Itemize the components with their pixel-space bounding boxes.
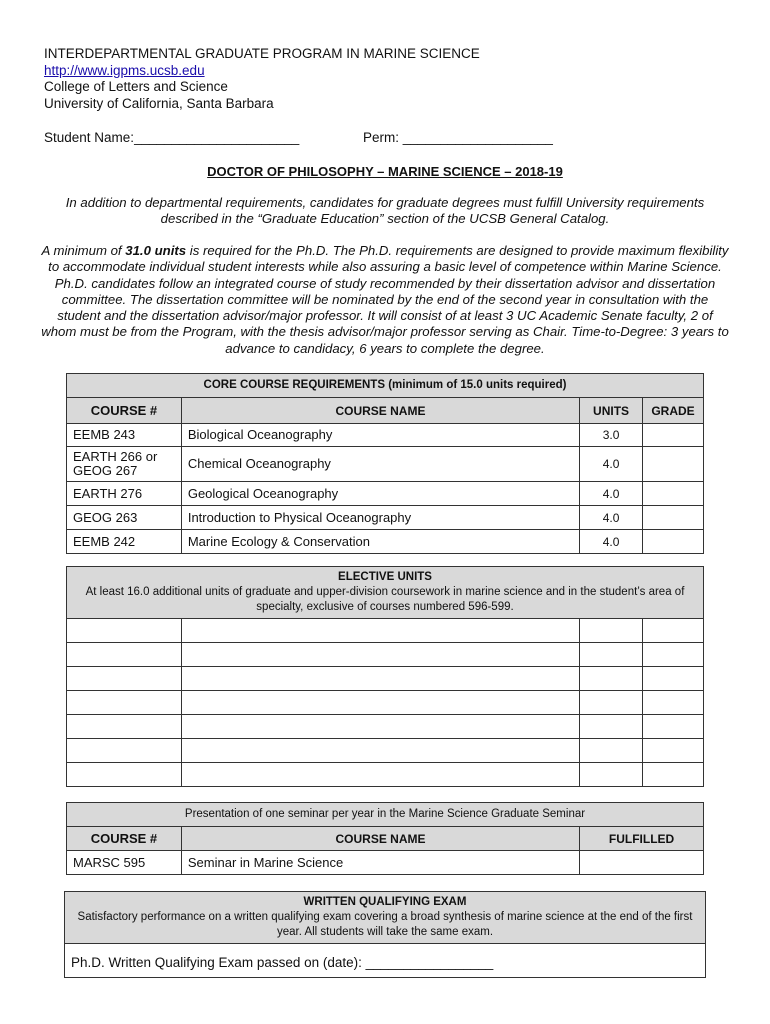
course-units: 4.0 bbox=[580, 506, 643, 530]
course-units: 4.0 bbox=[580, 447, 643, 482]
course-name: Introduction to Physical Oceanography bbox=[181, 506, 579, 530]
perm-field[interactable] bbox=[363, 130, 553, 145]
exam-passed-label: Ph.D. Written Qualifying Exam passed on (date): bbox=[71, 955, 362, 970]
grade-cell[interactable] bbox=[643, 506, 704, 530]
student-name-label: Student Name: bbox=[44, 130, 135, 145]
requirements-prefix: A minimum of bbox=[41, 243, 126, 258]
core-course-table bbox=[66, 373, 704, 554]
elective-row[interactable] bbox=[67, 643, 704, 667]
course-name: Geological Oceanography bbox=[181, 482, 579, 506]
exam-passed-field[interactable] bbox=[65, 944, 706, 978]
course-units: 4.0 bbox=[580, 482, 643, 506]
fulfilled-cell[interactable] bbox=[580, 851, 704, 875]
course-number: EARTH 276 bbox=[67, 482, 182, 506]
exam-passed-blank[interactable]: _________________ bbox=[365, 955, 494, 970]
elective-row[interactable] bbox=[67, 739, 704, 763]
core-col-grade: GRADE bbox=[643, 398, 704, 424]
elective-row[interactable] bbox=[67, 619, 704, 643]
grade-cell[interactable] bbox=[643, 482, 704, 506]
table-row bbox=[67, 482, 704, 506]
elective-heading: ELECTIVE UNITS bbox=[338, 571, 432, 583]
requirements-text: is required for the Ph.D. The Ph.D. requirements are designed to provide maximum flexibility to accommodate individual student interests while also assuring a basic level of competence within Marine Science. Ph.D. candidates follow an integrated course of study recommended by their dissertation advisor and dissertation committee. The dissertation committee will be nominated by the end of the second year in consultation with the student and the dissertation advisor/major professor. It will consist of at least 3 UC Academic Senate faculty, 2 of whom must be from the Program, with the thesis advisor/major professor serving as Chair. Time-to-Degree: 3 years to advance to candidacy, 6 years to complete the degree. bbox=[41, 243, 729, 356]
table-row bbox=[67, 851, 704, 875]
table-row bbox=[67, 506, 704, 530]
seminar-col-course: COURSE # bbox=[67, 827, 182, 851]
program-url-link[interactable]: http://www.igpms.ucsb.edu bbox=[44, 62, 205, 78]
perm-label: Perm: bbox=[363, 130, 400, 145]
grade-cell[interactable] bbox=[643, 447, 704, 482]
elective-description: At least 16.0 additional units of graduate and upper-division coursework in marine science and in the student’s area of specialty, exclusive of courses numbered 596-599. bbox=[85, 586, 685, 613]
college-name: College of Letters and Science bbox=[44, 79, 228, 94]
course-number: GEOG 263 bbox=[67, 506, 182, 530]
seminar-col-fulfilled: FULFILLED bbox=[580, 827, 704, 851]
seminar-col-name: COURSE NAME bbox=[181, 827, 579, 851]
student-name-blank[interactable]: ______________________ bbox=[134, 130, 300, 145]
course-name: Biological Oceanography bbox=[181, 424, 579, 447]
exam-heading-cell bbox=[65, 892, 706, 944]
core-col-units: UNITS bbox=[580, 398, 643, 424]
elective-heading-cell bbox=[67, 567, 704, 619]
seminar-table bbox=[66, 802, 704, 875]
course-number: EARTH 266 or GEOG 267 bbox=[67, 447, 182, 482]
core-heading: CORE COURSE REQUIREMENTS (minimum of 15.0 units required) bbox=[67, 374, 704, 398]
course-name: Marine Ecology & Conservation bbox=[181, 530, 579, 554]
course-number: MARSC 595 bbox=[67, 851, 182, 875]
seminar-heading: Presentation of one seminar per year in the Marine Science Graduate Seminar bbox=[67, 803, 704, 827]
course-units: 4.0 bbox=[580, 530, 643, 554]
document-header bbox=[44, 46, 480, 112]
elective-row[interactable] bbox=[67, 667, 704, 691]
student-name-field[interactable] bbox=[44, 130, 299, 145]
grade-cell[interactable] bbox=[643, 530, 704, 554]
table-row bbox=[67, 447, 704, 482]
perm-blank[interactable]: ____________________ bbox=[402, 130, 553, 145]
course-name: Seminar in Marine Science bbox=[181, 851, 579, 875]
core-col-course: COURSE # bbox=[67, 398, 182, 424]
exam-table bbox=[64, 891, 706, 978]
intro-paragraph: In addition to departmental requirements, candidates for graduate degrees must fulfill University requirements described in the “Graduate Education” section of the UCSB General Catalog. bbox=[65, 195, 705, 227]
requirements-paragraph bbox=[40, 243, 730, 357]
page-title: DOCTOR OF PHILOSOPHY – MARINE SCIENCE – 2018-19 bbox=[207, 164, 563, 179]
elective-table bbox=[66, 566, 704, 787]
course-units: 3.0 bbox=[580, 424, 643, 447]
course-name: Chemical Oceanography bbox=[181, 447, 579, 482]
university-name: University of California, Santa Barbara bbox=[44, 95, 274, 111]
core-col-name: COURSE NAME bbox=[181, 398, 579, 424]
requirements-units: 31.0 units bbox=[125, 243, 187, 258]
table-row bbox=[67, 424, 704, 447]
exam-heading: WRITTEN QUALIFYING EXAM bbox=[303, 896, 467, 908]
elective-row[interactable] bbox=[67, 691, 704, 715]
course-number: EEMB 242 bbox=[67, 530, 182, 554]
table-row bbox=[67, 530, 704, 554]
program-name: INTERDEPARTMENTAL GRADUATE PROGRAM IN MARINE SCIENCE bbox=[44, 46, 480, 61]
elective-row[interactable] bbox=[67, 763, 704, 787]
course-number: EEMB 243 bbox=[67, 424, 182, 447]
exam-description: Satisfactory performance on a written qualifying exam covering a broad synthesis of marine science at the end of the first year. All students will take the same exam. bbox=[77, 911, 693, 938]
grade-cell[interactable] bbox=[643, 424, 704, 447]
elective-row[interactable] bbox=[67, 715, 704, 739]
